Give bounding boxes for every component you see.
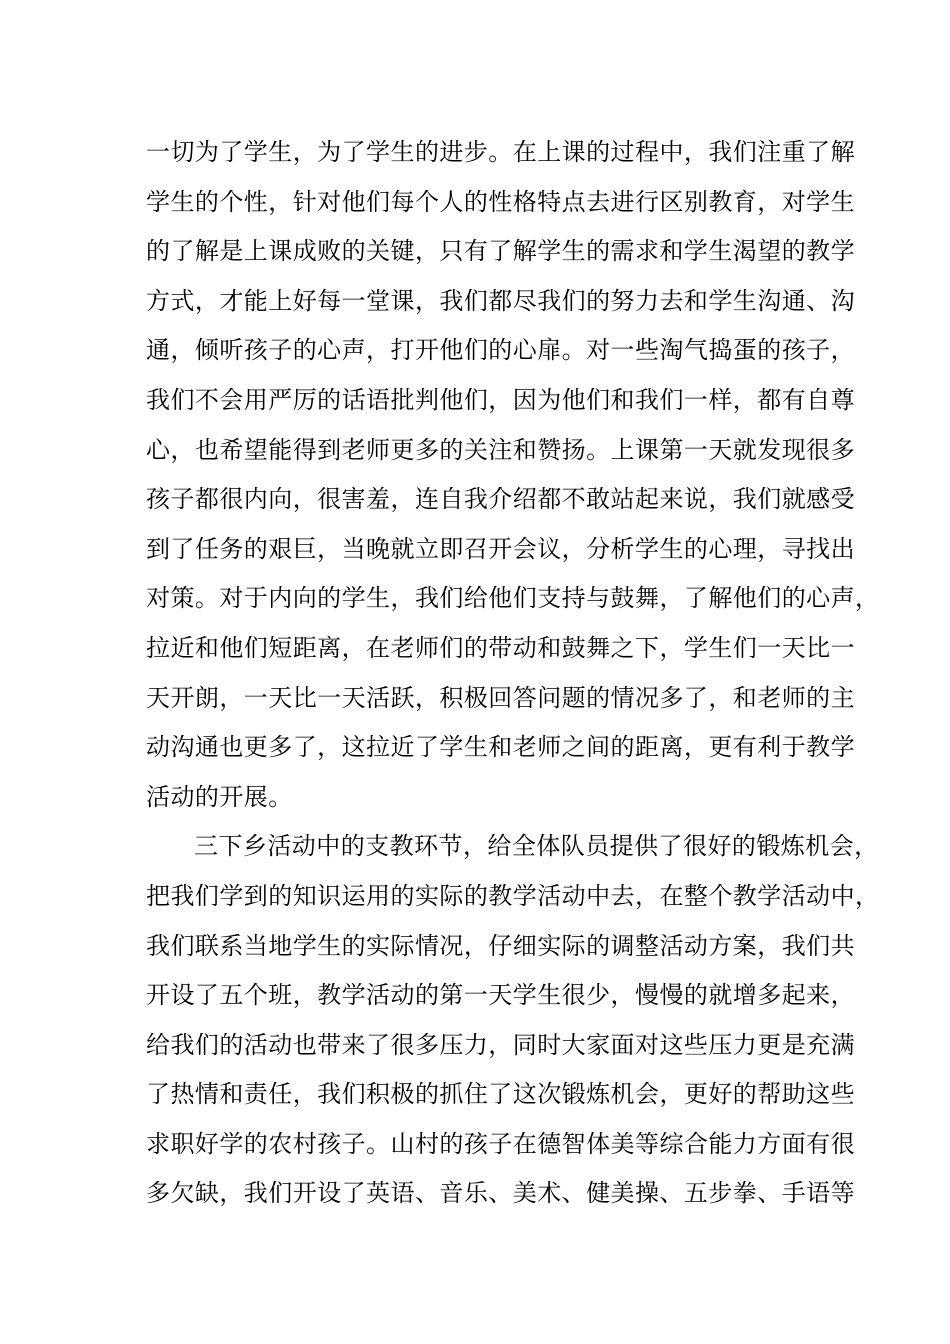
document-body xyxy=(146,128,880,1219)
text-line: 学生的个性，针对他们每个人的性格特点去进行区别教育，对学生 xyxy=(146,187,856,216)
text-line: 给我们的活动也带来了很多压力，同时大家面对这些压力更是充满 xyxy=(146,1030,856,1059)
text-line: 了热情和责任，我们积极的抓住了这次锻炼机会，更好的帮助这些 xyxy=(146,1080,856,1109)
text-line: 拉近和他们短距离，在老师们的带动和鼓舞之下，学生们一天比一 xyxy=(146,633,856,662)
text-line: 我们不会用严厉的话语批判他们，因为他们和我们一样，都有自尊 xyxy=(146,385,856,414)
text-line: 我们联系当地学生的实际情况，仔细实际的调整活动方案，我们共 xyxy=(146,931,856,960)
text-line: 孩子都很内向，很害羞，连自我介绍都不敢站起来说，我们就感受 xyxy=(146,485,856,514)
text-line: 动沟通也更多了，这拉近了学生和老师之间的距离，更有利于教学 xyxy=(146,733,856,762)
paragraph-2 xyxy=(146,822,880,1219)
text-line: 心，也希望能得到老师更多的关注和赞扬。上课第一天就发现很多 xyxy=(146,435,856,464)
text-line: 天开朗，一天比一天活跃，积极回答问题的情况多了，和老师的主 xyxy=(146,683,856,712)
text-line-first: 三下乡活动中的支教环节，给全体队员提供了很好的锻炼机会， xyxy=(194,832,879,861)
text-line: 方式，才能上好每一堂课，我们都尽我们的努力去和学生沟通、沟 xyxy=(146,286,856,315)
text-line: 求职好学的农村孩子。山村的孩子在德智体美等综合能力方面有很 xyxy=(146,1129,856,1158)
text-line: 对策。对于内向的学生，我们给他们支持与鼓舞，了解他们的心声， xyxy=(146,584,880,613)
text-line: 通，倾听孩子的心声，打开他们的心扉。对一些淘气捣蛋的孩子， xyxy=(146,336,856,365)
text-line: 开设了五个班，教学活动的第一天学生很少，慢慢的就增多起来， xyxy=(146,981,856,1010)
paragraph-1 xyxy=(146,128,880,822)
text-line: 一切为了学生，为了学生的进步。在上课的过程中，我们注重了解 xyxy=(146,138,856,166)
text-line: 的了解是上课成败的关键，只有了解学生的需求和学生渴望的教学 xyxy=(146,237,856,266)
text-line: 到了任务的艰巨，当晚就立即召开会议，分析学生的心理，寻找出 xyxy=(146,534,856,563)
text-line: 活动的开展。 xyxy=(146,782,293,811)
text-line: 把我们学到的知识运用的实际的教学活动中去，在整个教学活动中， xyxy=(146,881,880,910)
text-line: 多欠缺，我们开设了英语、音乐、美术、健美操、五步拳、手语等 xyxy=(146,1179,856,1208)
